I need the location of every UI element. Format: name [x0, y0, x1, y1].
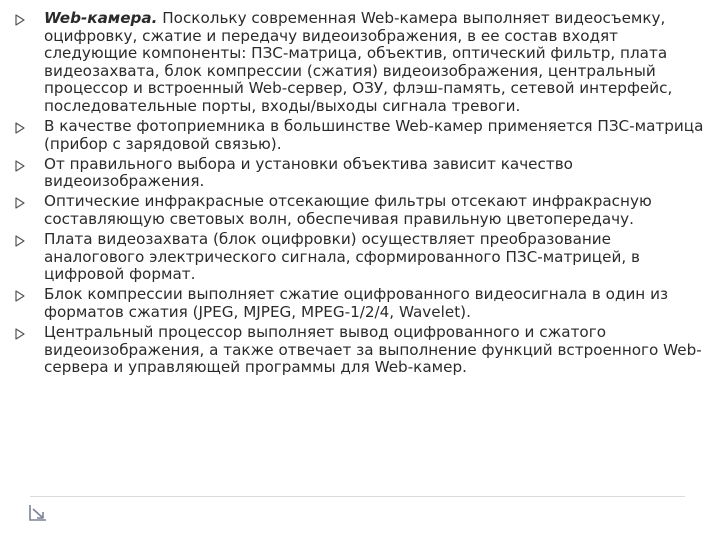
arrow-bullet-icon	[14, 122, 26, 134]
arrow-bullet-icon	[14, 290, 26, 302]
bullet-list	[14, 10, 704, 379]
bullet-term: Web-камера.	[44, 9, 158, 27]
corner-arrow-icon	[26, 503, 50, 525]
bullet-text: Центральный процессор выполняет вывод оцифрованного и сжатого видеоизображения, а также отвечает за выполнение функций встроенного Web-сервера и управляющей программы для Web-камер.	[44, 323, 702, 377]
arrow-bullet-icon	[14, 328, 26, 340]
bullet-item-1	[14, 10, 704, 116]
bullet-text: Оптические инфракрасные отсекающие фильтры отсекают инфракрасную составляющую световых волн, обеспечивая правильную цветопередачу.	[44, 192, 652, 229]
bullet-item-2	[14, 118, 704, 153]
bullet-item-5	[14, 231, 704, 284]
bullet-text: От правильного выбора и установки объектива зависит качество видеоизображения.	[44, 154, 573, 191]
bullet-item-3	[14, 156, 704, 191]
arrow-bullet-icon	[14, 235, 26, 247]
bullet-text: Плата видеозахвата (блок оцифровки) осуществляет преобразование аналогового электрического сигнала, сформированного ПЗС-матрицей, в цифровой формат.	[44, 230, 640, 284]
footer-divider	[30, 496, 685, 497]
bullet-text: Поскольку современная Web-камера выполняет видеосъемку, оцифровку, сжатие и передачу видеоизображения, в ее состав входят следующие компоненты: ПЗС-матрица, объектив, оптический фильтр, плата видеозахвата, блок компрессии (сжатия) видеоизображения, центральный процессор и встроенный Web-сервер, ОЗУ, флэш-память, сетевой интерфейс, последовательные порты, входы/выходы сигнала тревоги.	[44, 9, 673, 115]
bullet-item-7	[14, 324, 704, 377]
bullet-item-4	[14, 193, 704, 228]
bullet-text: Блок компрессии выполняет сжатие оцифрованного видеосигнала в один из форматов сжатия (JPEG, MJPEG, MPEG-1/2/4, Wavelet).	[44, 285, 669, 321]
bullet-text: В качестве фотоприемника в большинстве Web-камер применяется ПЗС-матрица (прибор с зарядовой связью).	[44, 117, 704, 153]
bullet-item-6	[14, 286, 704, 321]
arrow-bullet-icon	[14, 14, 26, 26]
arrow-bullet-icon	[14, 160, 26, 172]
arrow-bullet-icon	[14, 197, 26, 209]
